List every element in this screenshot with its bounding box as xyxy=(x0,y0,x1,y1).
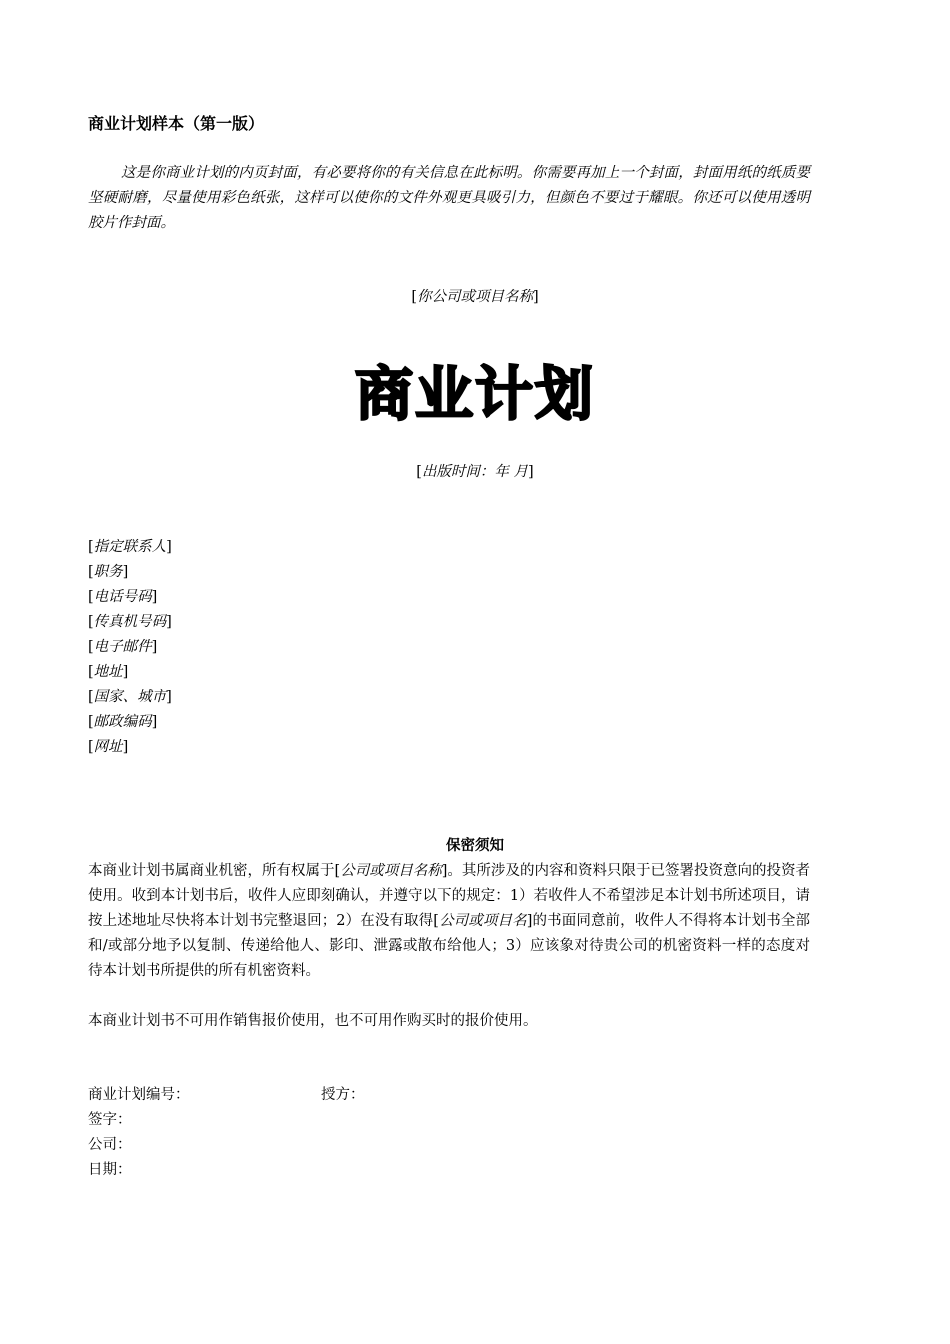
publish-date-placeholder: [出版时间：年 月] xyxy=(416,464,534,480)
contact-item: [邮政编码] xyxy=(88,714,158,730)
intro-paragraph: 这是你商业计划的内页封面，有必要将你的有关信息在此标明。你需要再加上一个封面，封面用纸的纸质要坚硬耐磨，尽量使用彩色纸张，这样可以使你的文件外观更具吸引力，但颜色不要过于耀眼。你还可以使用透明胶片作封面。 xyxy=(88,165,810,231)
contact-item: [国家、城市] xyxy=(88,689,172,705)
plan-number-label: 商业计划编号： xyxy=(88,1087,190,1103)
company-label: 公司： xyxy=(88,1137,132,1153)
company-name-text: 你公司或项目名称 xyxy=(417,289,533,305)
contact-country-city: 国家、城市 xyxy=(93,689,167,705)
contact-person: 指定联系人 xyxy=(93,539,167,555)
contact-item: [电子邮件] xyxy=(88,639,158,655)
contact-phone: 电话号码 xyxy=(93,589,152,605)
contact-item: [地址] xyxy=(88,664,129,680)
contact-item: [职务] xyxy=(88,564,129,580)
company-name-placeholder: [你公司或项目名称] xyxy=(411,289,539,305)
contact-item: [电话号码] xyxy=(88,589,158,605)
notice-text-part2: ]。其所涉及的内容和资料只限于已签署投资意向的投资者使用。收到本计划书后，收件人应即刻确认，并遵守以下的规定：1）若收件人不希望涉足本计划书所述项目，请按上述地址尽快将本计划书完整退回；2）在没有取得[ xyxy=(88,863,811,929)
publish-date-text: 出版时间：年 月 xyxy=(421,464,529,480)
grantee-label: 授方： xyxy=(321,1087,365,1103)
date-label: 日期： xyxy=(88,1162,132,1178)
contact-postcode: 邮政编码 xyxy=(93,714,152,730)
notice-text-part3: ]的书面同意前，收件人不得将本计划书全部和/或部分地予以复制、传递给他人、影印、泄露或散布给他人；3）应该象对待贵公司的机密资料一样的态度对待本计划书所提供的所有机密资料。 xyxy=(88,913,811,979)
document-title: 商业计划样本（第一版） xyxy=(88,114,265,133)
contact-position: 职务 xyxy=(93,564,123,580)
contact-item: [传真机号码] xyxy=(88,614,172,630)
notice-placeholder-company: 公司或项目名称 xyxy=(340,863,442,879)
contact-email: 电子邮件 xyxy=(93,639,152,655)
contact-info-list xyxy=(88,535,172,760)
usage-restriction: 本商业计划书不可用作销售报价使用，也不可用作购买时的报价使用。 xyxy=(88,1013,538,1029)
confidentiality-heading: 保密须知 xyxy=(446,837,504,854)
main-title: 商业计划 xyxy=(354,360,595,428)
notice-placeholder-company-2: 公司或项目名 xyxy=(438,913,527,929)
contact-fax: 传真机号码 xyxy=(93,614,167,630)
signature-label: 签字： xyxy=(88,1112,132,1128)
confidentiality-paragraph xyxy=(88,859,810,984)
contact-website: 网址 xyxy=(93,739,123,755)
contact-item: [网址] xyxy=(88,739,129,755)
contact-item: [指定联系人] xyxy=(88,539,172,555)
notice-text-part1: 本商业计划书属商业机密，所有权属于[ xyxy=(88,863,341,879)
contact-address: 地址 xyxy=(93,664,123,680)
